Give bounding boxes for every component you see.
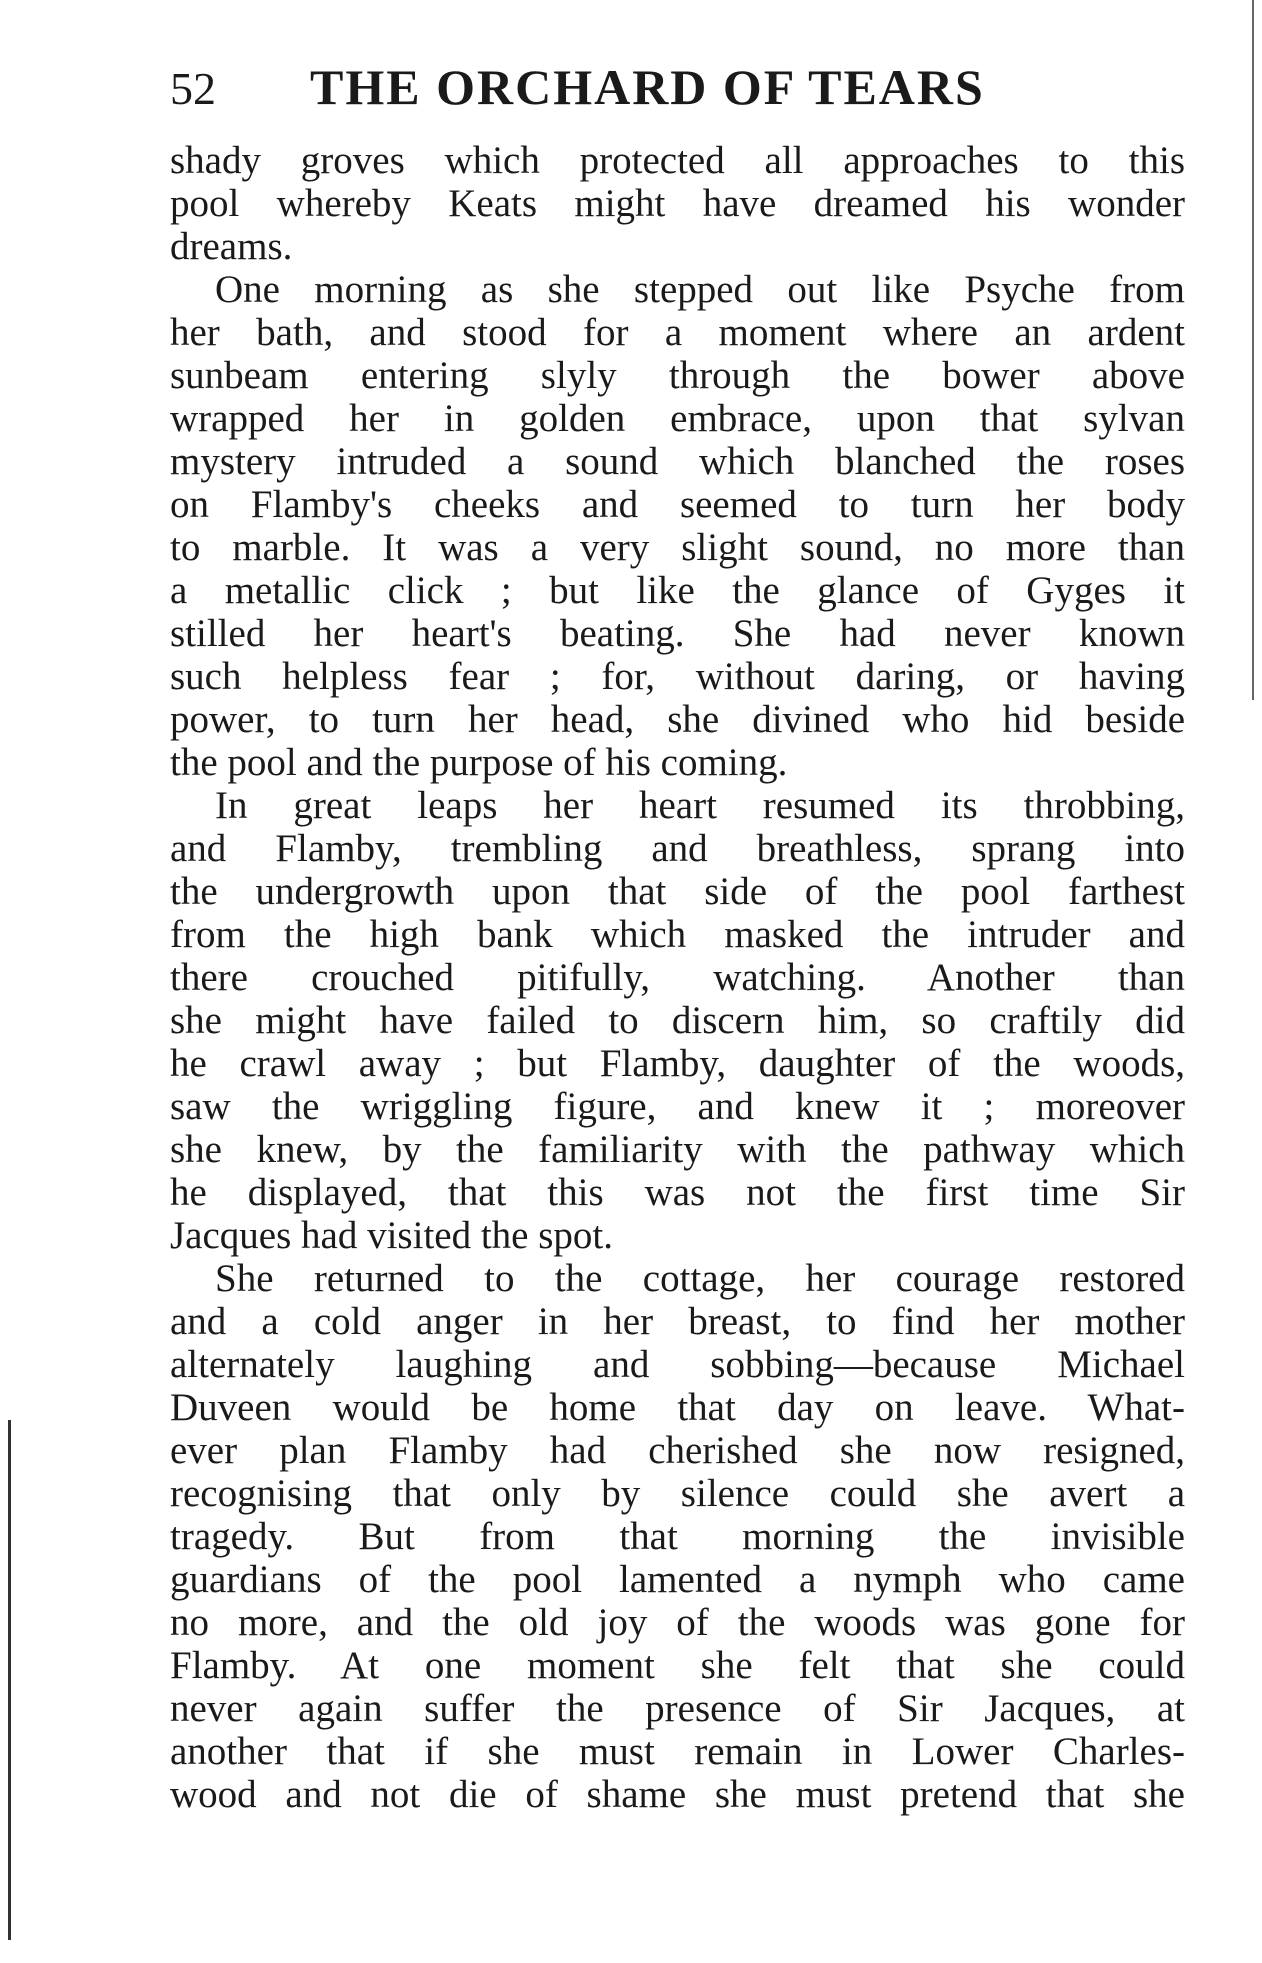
text-line: on Flamby's cheeks and seemed to turn her body <box>170 483 1185 526</box>
running-title: THE ORCHARD OF TEARS <box>310 59 985 115</box>
text-line: ever plan Flamby had cherished she now resigned, <box>170 1429 1185 1472</box>
right-margin-shadow <box>1252 0 1254 700</box>
text-line: such helpless fear ; for, without daring, or having <box>170 655 1185 698</box>
text-line: saw the wriggling figure, and knew it ; moreover <box>170 1085 1185 1128</box>
text-line: power, to turn her head, she divined who hid beside <box>170 698 1185 741</box>
text-line: stilled her heart's beating. She had never known <box>170 612 1185 655</box>
text-line: dreams. <box>170 225 293 268</box>
text-line: guardians of the pool lamented a nymph who came <box>170 1558 1185 1601</box>
text-line: no more, and the old joy of the woods was gone for <box>170 1601 1185 1644</box>
text-line: another that if she must remain in Lower Charles- <box>170 1730 1185 1773</box>
text-line: She returned to the cottage, her courage restored <box>215 1257 1185 1300</box>
text-line: Duveen would be home that day on leave. What- <box>170 1386 1185 1429</box>
text-line: he displayed, that this was not the first time Sir <box>170 1171 1185 1214</box>
text-line: tragedy. But from that morning the invisible <box>170 1515 1185 1558</box>
text-line: from the high bank which masked the intruder and <box>170 913 1185 956</box>
text-line: pool whereby Keats might have dreamed his wonder <box>170 182 1185 225</box>
text-line: she knew, by the familiarity with the pathway which <box>170 1128 1185 1171</box>
text-line: sunbeam entering slyly through the bower above <box>170 354 1185 397</box>
text-line: there crouched pitifully, watching. Another than <box>170 956 1185 999</box>
text-line: and a cold anger in her breast, to find her mother <box>170 1300 1185 1343</box>
text-line: her bath, and stood for a moment where an ardent <box>170 311 1185 354</box>
text-line: recognising that only by silence could she avert a <box>170 1472 1185 1515</box>
text-line: alternately laughing and sobbing—because Michael <box>170 1343 1185 1386</box>
text-line: Flamby. At one moment she felt that she could <box>170 1644 1185 1687</box>
text-line: the pool and the purpose of his coming. <box>170 741 788 784</box>
text-line: mystery intruded a sound which blanched the roses <box>170 440 1185 483</box>
text-line: to marble. It was a very slight sound, no more than <box>170 526 1185 569</box>
text-line: she might have failed to discern him, so craftily did <box>170 999 1185 1042</box>
text-line: shady groves which protected all approaches to this <box>170 139 1185 182</box>
text-line: the undergrowth upon that side of the pool farthest <box>170 870 1185 913</box>
text-line: and Flamby, trembling and breathless, sprang into <box>170 827 1185 870</box>
text-line: Jacques had visited the spot. <box>170 1214 613 1257</box>
text-line: never again suffer the presence of Sir Jacques, at <box>170 1687 1185 1730</box>
page-header <box>170 58 1050 118</box>
text-line: wood and not die of shame she must pretend that she <box>170 1773 1185 1816</box>
left-margin-shadow <box>8 1420 11 1940</box>
text-line: he crawl away ; but Flamby, daughter of the woods, <box>170 1042 1185 1085</box>
text-line: In great leaps her heart resumed its throbbing, <box>215 784 1185 827</box>
text-line: a metallic click ; but like the glance of Gyges it <box>170 569 1185 612</box>
text-line: wrapped her in golden embrace, upon that sylvan <box>170 397 1185 440</box>
page-number: 52 <box>170 63 216 114</box>
text-line: One morning as she stepped out like Psyche from <box>215 268 1185 311</box>
